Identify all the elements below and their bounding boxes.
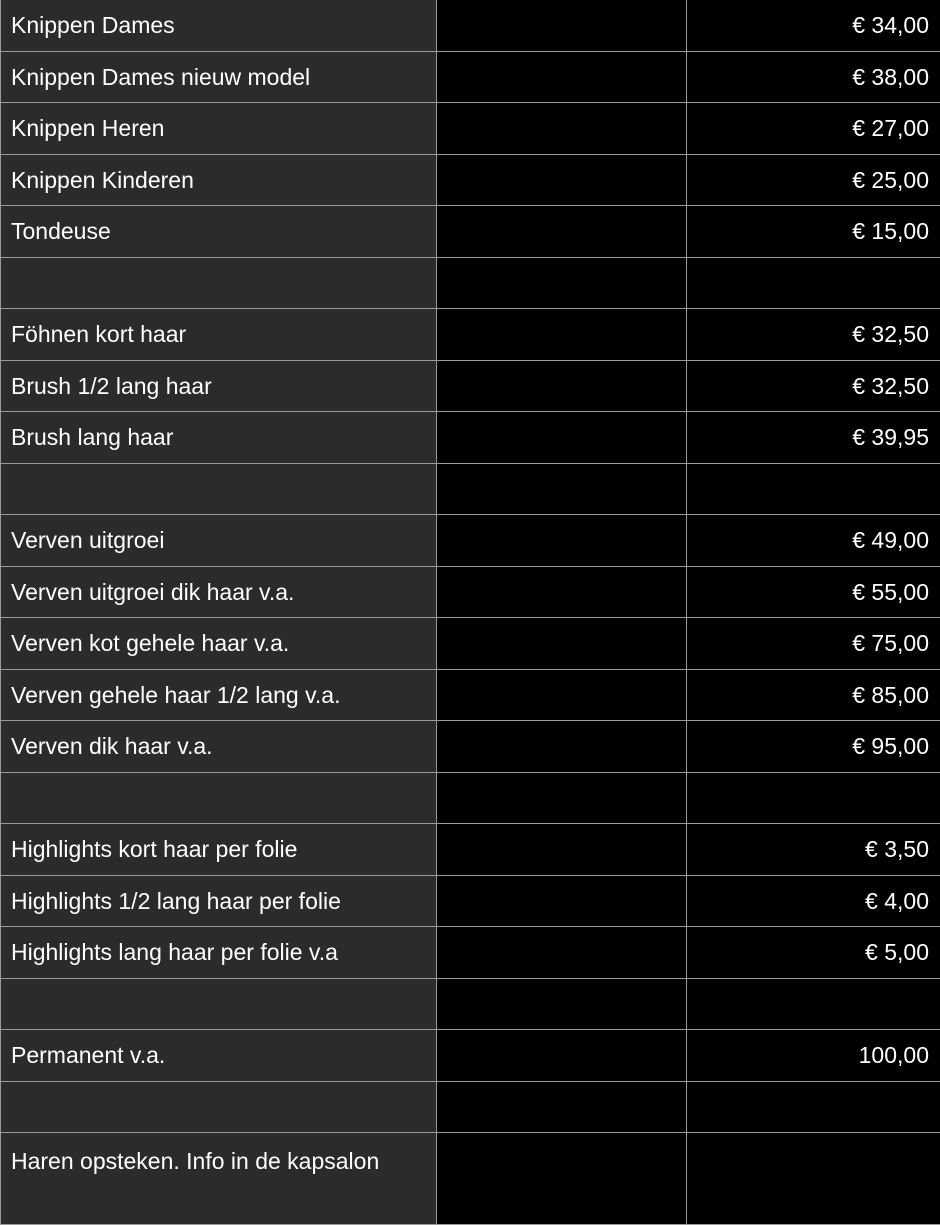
table-row [1,618,940,670]
empty-cell [437,824,687,876]
empty-cell [437,772,687,824]
table-row [1,412,940,464]
price-cell: € 25,00 [687,154,940,206]
price-cell: € 5,00 [687,927,940,979]
service-cell [1,978,437,1030]
empty-cell [437,51,687,103]
table-row [1,0,940,51]
empty-cell [437,257,687,309]
price-cell: € 55,00 [687,566,940,618]
table-row [1,1133,940,1225]
service-cell: Highlights 1/2 lang haar per folie [1,875,437,927]
empty-cell [437,103,687,155]
empty-cell [437,618,687,670]
table-row [1,51,940,103]
service-cell: Brush 1/2 lang haar [1,360,437,412]
price-cell [687,1133,940,1225]
empty-cell [437,927,687,979]
empty-cell [437,566,687,618]
price-cell: € 85,00 [687,669,940,721]
price-cell: € 32,50 [687,309,940,361]
empty-cell [437,1081,687,1133]
service-cell: Knippen Dames [1,0,437,51]
service-cell: Knippen Heren [1,103,437,155]
price-cell: € 15,00 [687,206,940,258]
price-cell: € 38,00 [687,51,940,103]
table-row [1,103,940,155]
spacer-row [1,772,940,824]
price-cell: € 34,00 [687,0,940,51]
table-row [1,566,940,618]
empty-cell [437,360,687,412]
empty-cell [437,154,687,206]
service-cell: Knippen Kinderen [1,154,437,206]
empty-cell [437,978,687,1030]
empty-cell [437,669,687,721]
spacer-row [1,463,940,515]
spacer-row [1,978,940,1030]
service-cell: Knippen Dames nieuw model [1,51,437,103]
price-cell [687,772,940,824]
price-cell: € 32,50 [687,360,940,412]
price-cell [687,1081,940,1133]
service-cell: Verven dik haar v.a. [1,721,437,773]
table-row [1,309,940,361]
service-cell: Brush lang haar [1,412,437,464]
price-cell: € 4,00 [687,875,940,927]
service-cell: Verven kot gehele haar v.a. [1,618,437,670]
price-cell: € 3,50 [687,824,940,876]
price-cell: € 75,00 [687,618,940,670]
price-cell: € 49,00 [687,515,940,567]
service-cell: Permanent v.a. [1,1030,437,1082]
table-row [1,669,940,721]
table-row [1,824,940,876]
price-cell: € 95,00 [687,721,940,773]
price-cell [687,463,940,515]
service-cell [1,257,437,309]
spacer-row [1,1081,940,1133]
service-cell: Verven uitgroei dik haar v.a. [1,566,437,618]
service-cell [1,1081,437,1133]
price-cell [687,978,940,1030]
service-cell: Haren opsteken. Info in de kapsalon [1,1133,437,1225]
service-cell [1,772,437,824]
service-cell: Verven uitgroei [1,515,437,567]
empty-cell [437,875,687,927]
empty-cell [437,515,687,567]
price-cell: € 39,95 [687,412,940,464]
empty-cell [437,1030,687,1082]
table-row [1,360,940,412]
empty-cell [437,0,687,51]
service-cell: Highlights kort haar per folie [1,824,437,876]
price-cell: € 27,00 [687,103,940,155]
price-cell: 100,00 [687,1030,940,1082]
empty-cell [437,309,687,361]
service-cell: Verven gehele haar 1/2 lang v.a. [1,669,437,721]
empty-cell [437,412,687,464]
service-cell: Tondeuse [1,206,437,258]
table-row [1,721,940,773]
table-row [1,875,940,927]
table-row [1,927,940,979]
table-row [1,1030,940,1082]
table-row [1,515,940,567]
service-cell [1,463,437,515]
table-row [1,154,940,206]
price-cell [687,257,940,309]
empty-cell [437,206,687,258]
spacer-row [1,257,940,309]
table-row [1,206,940,258]
price-table-body [1,0,940,1225]
service-cell: Föhnen kort haar [1,309,437,361]
service-cell: Highlights lang haar per folie v.a [1,927,437,979]
empty-cell [437,463,687,515]
empty-cell [437,721,687,773]
empty-cell [437,1133,687,1225]
